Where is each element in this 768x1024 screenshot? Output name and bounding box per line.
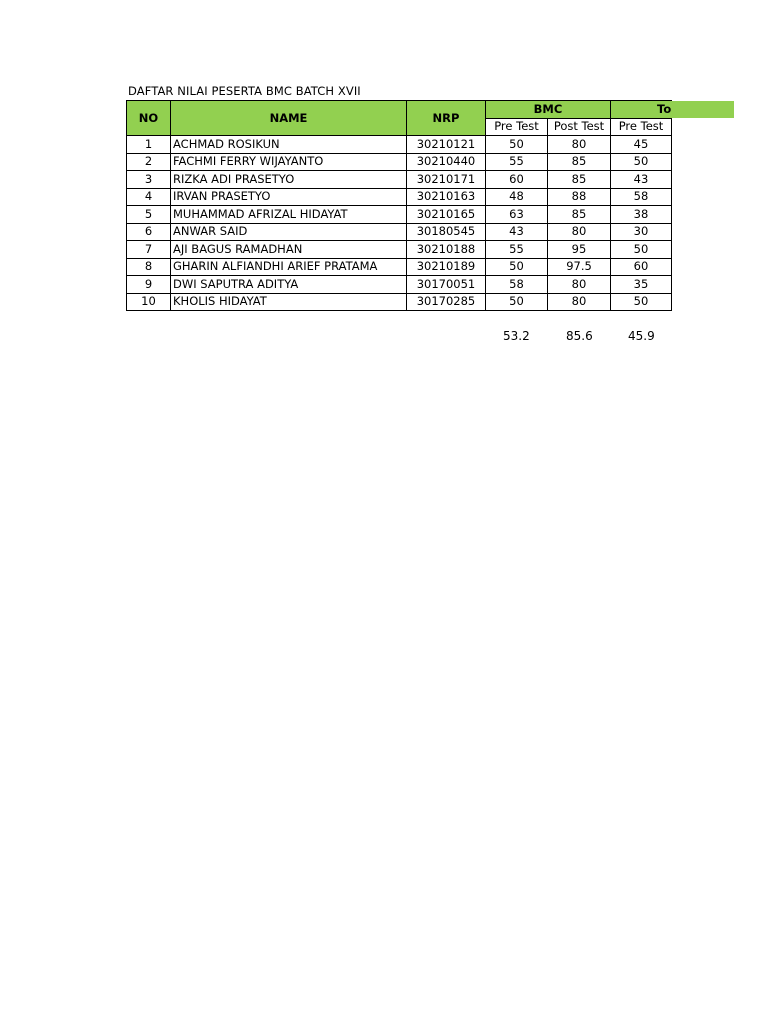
cell-nrp: 30210121 [407, 136, 486, 154]
cell-name: IRVAN PRASETYO [171, 188, 407, 206]
cell-no: 10 [127, 293, 171, 311]
table-row [127, 153, 672, 171]
cell-bmc-post-test: 80 [548, 223, 611, 241]
header-nrp: NRP [407, 101, 486, 136]
header-overflow-fill [671, 101, 734, 118]
header-bmc-group: BMC [486, 101, 611, 119]
table-row [127, 136, 672, 154]
cell-to-pre-test: 45 [611, 136, 672, 154]
cell-to-pre-test: 50 [611, 241, 672, 259]
cell-bmc-post-test: 88 [548, 188, 611, 206]
cell-bmc-pre-test: 60 [486, 171, 548, 189]
cell-bmc-post-test: 85 [548, 206, 611, 224]
cell-bmc-pre-test: 55 [486, 153, 548, 171]
header-no: NO [127, 101, 171, 136]
cell-no: 9 [127, 276, 171, 294]
cell-bmc-post-test: 85 [548, 171, 611, 189]
cell-bmc-post-test: 97.5 [548, 258, 611, 276]
table-row [127, 171, 672, 189]
cell-to-pre-test: 60 [611, 258, 672, 276]
table-row [127, 223, 672, 241]
cell-bmc-post-test: 80 [548, 136, 611, 154]
cell-to-pre-test: 50 [611, 293, 672, 311]
cell-no: 1 [127, 136, 171, 154]
cell-bmc-pre-test: 63 [486, 206, 548, 224]
cell-bmc-pre-test: 58 [486, 276, 548, 294]
cell-nrp: 30210440 [407, 153, 486, 171]
cell-no: 5 [127, 206, 171, 224]
cell-to-pre-test: 58 [611, 188, 672, 206]
header-name: NAME [171, 101, 407, 136]
cell-to-pre-test: 43 [611, 171, 672, 189]
cell-bmc-pre-test: 43 [486, 223, 548, 241]
average-bmc-pre: 53.2 [503, 329, 530, 343]
table-row [127, 241, 672, 259]
cell-bmc-post-test: 95 [548, 241, 611, 259]
table-row [127, 188, 672, 206]
sheet-title: DAFTAR NILAI PESERTA BMC BATCH XVII [128, 84, 361, 98]
cell-bmc-pre-test: 50 [486, 293, 548, 311]
cell-bmc-pre-test: 50 [486, 136, 548, 154]
cell-name: FACHMI FERRY WIJAYANTO [171, 153, 407, 171]
average-bmc-post: 85.6 [566, 329, 593, 343]
cell-name: AJI BAGUS RAMADHAN [171, 241, 407, 259]
table-row [127, 258, 672, 276]
cell-bmc-pre-test: 48 [486, 188, 548, 206]
cell-nrp: 30210189 [407, 258, 486, 276]
cell-name: ANWAR SAID [171, 223, 407, 241]
table-body [127, 136, 672, 311]
header-to-group: To [611, 101, 672, 119]
cell-name: GHARIN ALFIANDHI ARIEF PRATAMA [171, 258, 407, 276]
cell-nrp: 30210188 [407, 241, 486, 259]
cell-name: KHOLIS HIDAYAT [171, 293, 407, 311]
score-table [126, 100, 672, 311]
cell-nrp: 30210165 [407, 206, 486, 224]
cell-to-pre-test: 35 [611, 276, 672, 294]
cell-no: 6 [127, 223, 171, 241]
cell-nrp: 30170051 [407, 276, 486, 294]
cell-no: 7 [127, 241, 171, 259]
cell-to-pre-test: 30 [611, 223, 672, 241]
cell-nrp: 30210163 [407, 188, 486, 206]
cell-name: RIZKA ADI PRASETYO [171, 171, 407, 189]
cell-no: 3 [127, 171, 171, 189]
cell-bmc-pre-test: 50 [486, 258, 548, 276]
cell-bmc-post-test: 80 [548, 276, 611, 294]
cell-bmc-post-test: 85 [548, 153, 611, 171]
cell-to-pre-test: 50 [611, 153, 672, 171]
cell-nrp: 30210171 [407, 171, 486, 189]
header-bmc-pre-test: Pre Test [486, 118, 548, 136]
cell-no: 2 [127, 153, 171, 171]
cell-name: MUHAMMAD AFRIZAL HIDAYAT [171, 206, 407, 224]
cell-nrp: 30180545 [407, 223, 486, 241]
header-bmc-post-test: Post Test [548, 118, 611, 136]
cell-no: 8 [127, 258, 171, 276]
table-row [127, 206, 672, 224]
cell-to-pre-test: 38 [611, 206, 672, 224]
average-to-pre: 45.9 [628, 329, 655, 343]
cell-bmc-post-test: 80 [548, 293, 611, 311]
header-to-pre-test: Pre Test [611, 118, 672, 136]
cell-name: DWI SAPUTRA ADITYA [171, 276, 407, 294]
cell-no: 4 [127, 188, 171, 206]
cell-bmc-pre-test: 55 [486, 241, 548, 259]
cell-nrp: 30170285 [407, 293, 486, 311]
cell-name: ACHMAD ROSIKUN [171, 136, 407, 154]
table-row [127, 276, 672, 294]
table-row [127, 293, 672, 311]
